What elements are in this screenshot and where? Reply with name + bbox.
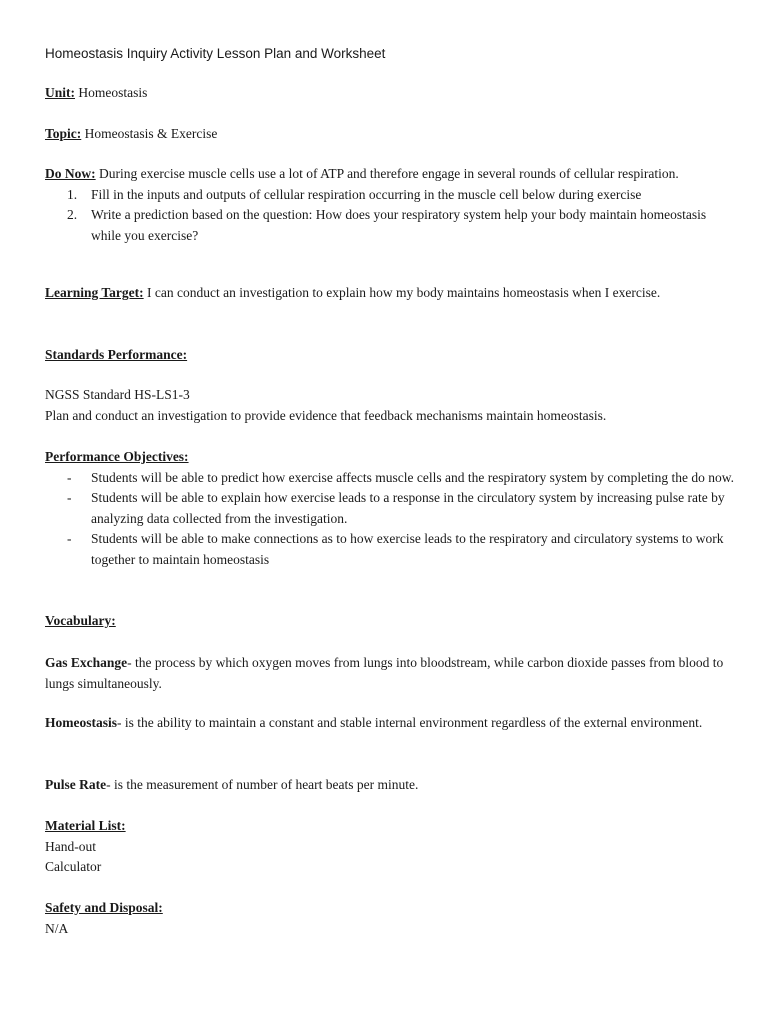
vocab-term-homeostasis xyxy=(45,713,735,734)
standards-label: Standards Performance: xyxy=(45,347,188,362)
vocab-term: Gas Exchange xyxy=(45,655,128,670)
objectives-list xyxy=(45,468,735,571)
topic-value: Homeostasis & Exercise xyxy=(84,126,218,141)
materials-section xyxy=(45,816,735,878)
material-item: Calculator xyxy=(45,859,102,874)
do-now-paragraph xyxy=(45,164,735,185)
list-marker: 1. xyxy=(67,186,78,202)
list-item xyxy=(45,488,735,529)
document-title: Homeostasis Inquiry Activity Lesson Plan and Worksheet xyxy=(45,46,386,61)
list-item-text: Write a prediction based on the question: How does your respiratory system help your body maintain homeostasis while you exercise? xyxy=(91,207,707,243)
list-item xyxy=(45,205,735,246)
list-item xyxy=(45,468,735,489)
learning-target-text: I can conduct an investigation to explain how my body maintains homeostasis when I exercise. xyxy=(147,285,661,300)
list-item-text: Students will be able to make connections as to how exercise leads to the respiratory and circulatory systems to work together to maintain homeostasis xyxy=(91,531,724,567)
vocab-definition: - is the ability to maintain a constant and stable internal environment regardless of the external environment. xyxy=(117,715,703,730)
vocab-definition: - the process by which oxygen moves from lungs into bloodstream, while carbon dioxide passes from blood to lungs simultaneously. xyxy=(45,655,724,691)
list-item xyxy=(45,529,735,570)
standards-body xyxy=(45,385,735,426)
safety-text: N/A xyxy=(45,920,69,936)
standards-code: NGSS Standard HS-LS1-3 xyxy=(45,387,190,402)
standards-text: Plan and conduct an investigation to provide evidence that feedback mechanisms maintain homeostasis. xyxy=(45,407,607,423)
list-item-text: Students will be able to explain how exercise leads to a response in the circulatory system by increasing pulse rate by analyzing data collected from the investigation. xyxy=(91,490,725,526)
do-now-label: Do Now: xyxy=(45,166,96,181)
list-marker: - xyxy=(67,531,72,546)
list-marker: - xyxy=(67,469,72,485)
vocab-term-pulse-rate xyxy=(45,775,735,796)
vocab-definition: - is the measurement of number of heart beats per minute. xyxy=(106,777,419,792)
do-now-text: During exercise muscle cells use a lot of ATP and therefore engage in several rounds of cellular respiration. xyxy=(99,166,679,181)
topic-line xyxy=(45,124,735,145)
do-now-section xyxy=(45,164,735,246)
safety-label: Safety and Disposal: xyxy=(45,900,163,915)
vocab-term: Homeostasis xyxy=(45,715,117,730)
vocabulary-label: Vocabulary: xyxy=(45,613,116,628)
unit-label: Unit: xyxy=(45,85,75,100)
do-now-list xyxy=(45,185,735,247)
unit-line xyxy=(45,83,735,104)
learning-target-section xyxy=(45,283,735,304)
vocab-term-gas-exchange xyxy=(45,653,735,694)
list-marker: 2. xyxy=(67,207,78,222)
standards-section xyxy=(45,345,735,366)
learning-target-label: Learning Target: xyxy=(45,285,144,300)
list-item-text: Students will be able to predict how exercise affects muscle cells and the respiratory system by completing the do now. xyxy=(91,469,734,485)
unit-value: Homeostasis xyxy=(78,85,148,100)
vocab-term: Pulse Rate xyxy=(45,777,107,792)
vocabulary-section xyxy=(45,611,735,632)
topic-label: Topic: xyxy=(45,126,82,141)
list-marker: - xyxy=(67,490,72,505)
objectives-label: Performance Objectives: xyxy=(45,449,189,464)
objectives-section xyxy=(45,447,735,570)
safety-section xyxy=(45,898,735,939)
list-item xyxy=(45,185,735,206)
material-item: Hand-out xyxy=(45,838,96,854)
list-item-text: Fill in the inputs and outputs of cellular respiration occurring in the muscle cell below during exercise xyxy=(91,186,642,202)
materials-label: Material List: xyxy=(45,818,126,833)
